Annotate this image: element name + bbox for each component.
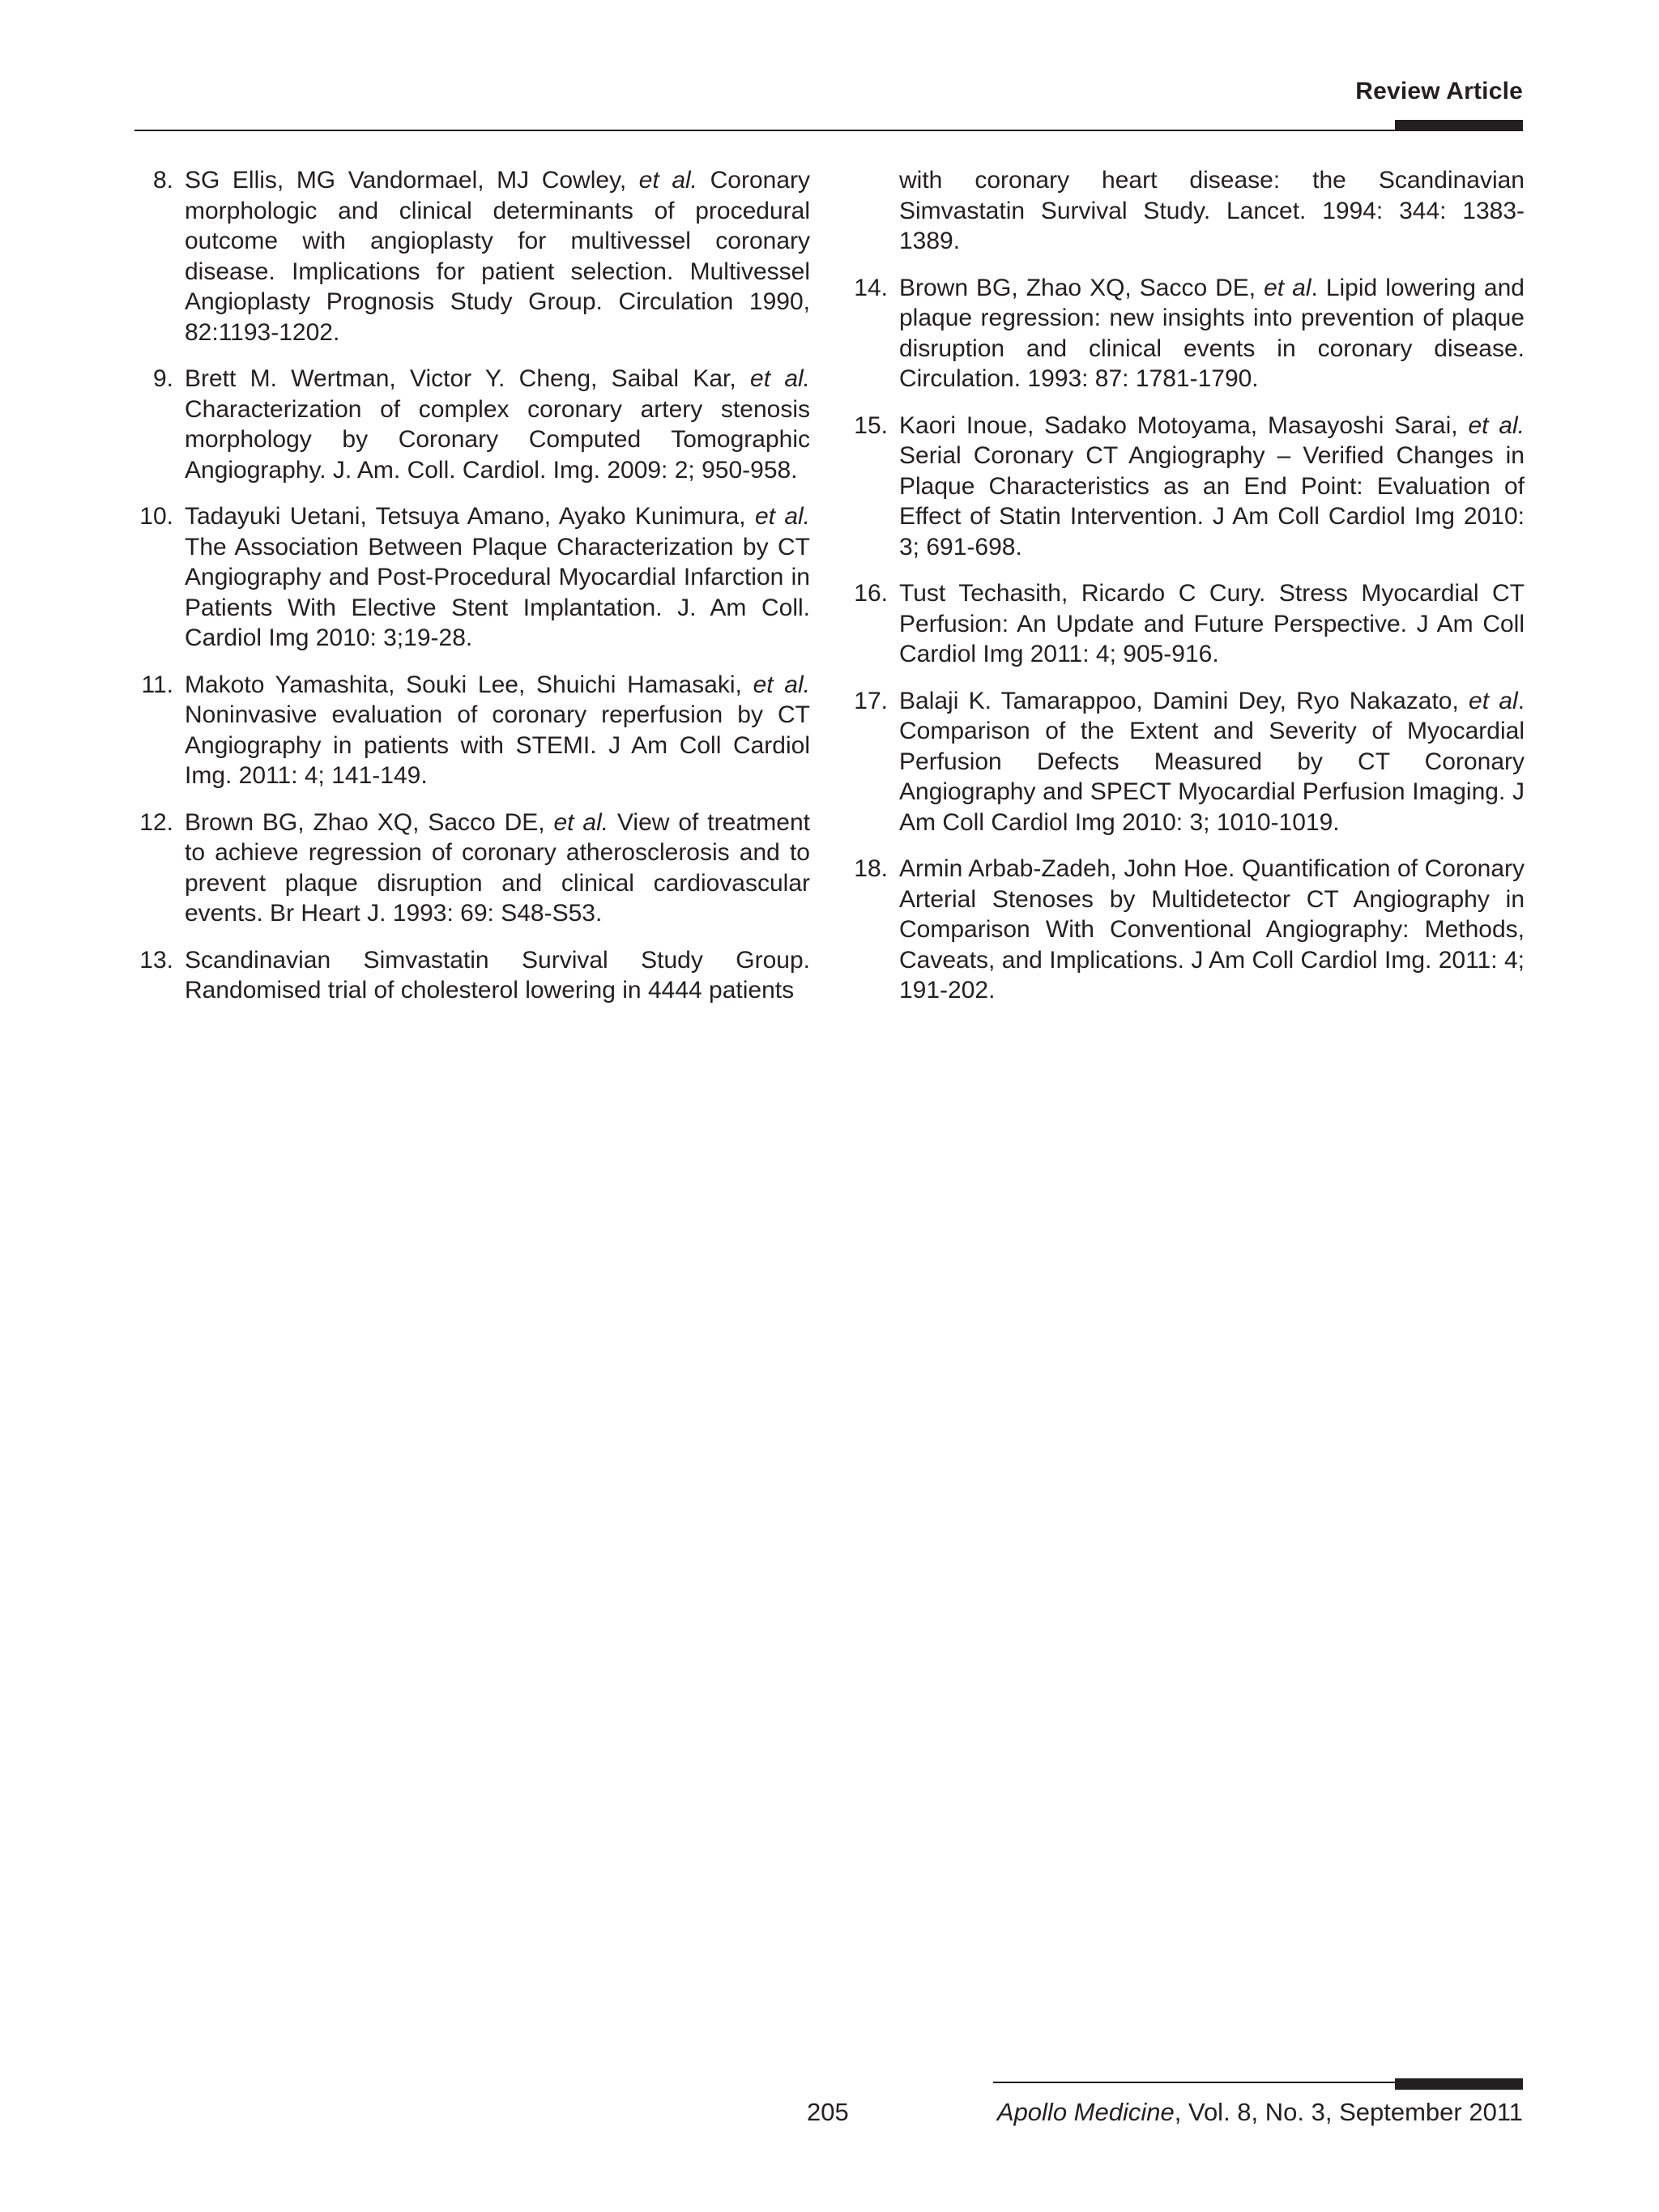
references-right-column	[849, 165, 1525, 1022]
reference-number: 12.	[139, 808, 173, 836]
reference-10	[134, 501, 810, 654]
reference-number: 10.	[139, 503, 173, 530]
reference-text: Makoto Yamashita, Souki Lee, Shuichi Hamasaki, et al. Noninvasive evaluation of coronary reperfusion by CT Angiography in patients with STEMI. J Am Coll Cardiol Img. 2011: 4; 141-149.	[185, 671, 810, 789]
reference-number: 11.	[141, 671, 173, 698]
reference-number: 13.	[139, 946, 173, 974]
journal-issue: , Vol. 8, No. 3, September 2011	[1174, 2098, 1523, 2126]
reference-11	[134, 670, 810, 791]
reference-text: Brown BG, Zhao XQ, Sacco DE, et al. View of treatment to achieve regression of coronary atherosclerosis and to prevent plaque disruption and clinical cardiovascular events. Br Heart J. 1993: 69: S48-S53.	[185, 808, 810, 927]
reference-number: 9.	[152, 365, 173, 392]
reference-number: 16.	[854, 580, 888, 607]
section-label: Review Article	[1355, 78, 1523, 104]
references-left-column	[134, 165, 810, 1022]
reference-text: Kaori Inoue, Sadako Motoyama, Masayoshi Sarai, et al. Serial Coronary CT Angiography – Verified Changes in Plaque Characteristics as an End Point: Evaluation of Effect of Statin Intervention. J Am Coll Cardiol Img 2010: 3; 691-698.	[899, 411, 1525, 560]
reference-number: 8.	[152, 167, 173, 194]
reference-text: SG Ellis, MG Vandormael, MJ Cowley, et al. Coronary morphologic and clinical determinants of procedural outcome with angioplasty for multivessel coronary disease. Implications for patient selection. Multivessel Angioplasty Prognosis Study Group. Circulation 1990, 82:1193-1202.	[185, 167, 810, 346]
reference-number: 17.	[854, 687, 888, 714]
header-accent-bar	[1395, 120, 1523, 131]
reference-text: Tust Techasith, Ricardo C Cury. Stress Myocardial CT Perfusion: An Update and Future Perspective. J Am Coll Cardiol Img 2011: 4; 905-916.	[899, 580, 1525, 667]
reference-text: with coronary heart disease: the Scandinavian Simvastatin Survival Study. Lancet. 1994: 344: 1383-1389.	[899, 167, 1525, 254]
reference-13-continuation	[849, 165, 1525, 257]
reference-12	[134, 808, 810, 929]
reference-text: Brett M. Wertman, Victor Y. Cheng, Saibal Kar, et al. Characterization of complex coronary artery stenosis morphology by Coronary Computed Tomographic Angiography. J. Am. Coll. Cardiol. Img. 2009: 2; 950-958.	[185, 365, 811, 484]
reference-text: Tadayuki Uetani, Tetsuya Amano, Ayako Kunimura, et al. The Association Between Plaque Characterization by CT Angiography and Post-Procedural Myocardial Infarction in Patients With Elective Stent Implantation. J. Am Coll. Cardiol Img 2010: 3;19-28.	[185, 503, 811, 651]
reference-17	[849, 686, 1525, 838]
reference-14	[849, 273, 1525, 394]
reference-text: Scandinavian Simvastatin Survival Study Group. Randomised trial of cholesterol lowering in 4444 patients	[185, 946, 810, 1004]
reference-text: Armin Arbab-Zadeh, John Hoe. Quantification of Coronary Arterial Stenoses by Multidetector CT Angiography in Comparison With Conventional Angiography: Methods, Caveats, and Implications. J Am Coll Cardiol Img. 2011: 4; 191-202.	[899, 855, 1525, 1004]
reference-number: 15.	[854, 411, 888, 439]
page-number: 205	[807, 2098, 849, 2126]
reference-8	[134, 165, 810, 347]
header-rule	[134, 130, 1523, 131]
reference-number: 18.	[854, 855, 888, 882]
reference-15	[849, 411, 1525, 563]
reference-16	[849, 578, 1525, 670]
reference-18	[849, 854, 1525, 1006]
journal-citation	[997, 2098, 1523, 2127]
reference-number: 14.	[854, 274, 888, 301]
reference-9	[134, 364, 810, 485]
reference-text: Balaji K. Tamarappoo, Damini Dey, Ryo Nakazato, et al. Comparison of the Extent and Severity of Myocardial Perfusion Defects Measured by CT Coronary Angiography and SPECT Myocardial Perfusion Imaging. J Am Coll Cardiol Img 2010: 3; 1010-1019.	[899, 687, 1525, 836]
footer-accent-bar	[1395, 2078, 1523, 2090]
reference-13	[134, 945, 810, 1006]
reference-text: Brown BG, Zhao XQ, Sacco DE, et al. Lipid lowering and plaque regression: new insights into prevention of plaque disruption and clinical events in coronary disease. Circulation. 1993: 87: 1781-1790.	[899, 274, 1525, 392]
journal-name: Apollo Medicine	[996, 2098, 1175, 2126]
